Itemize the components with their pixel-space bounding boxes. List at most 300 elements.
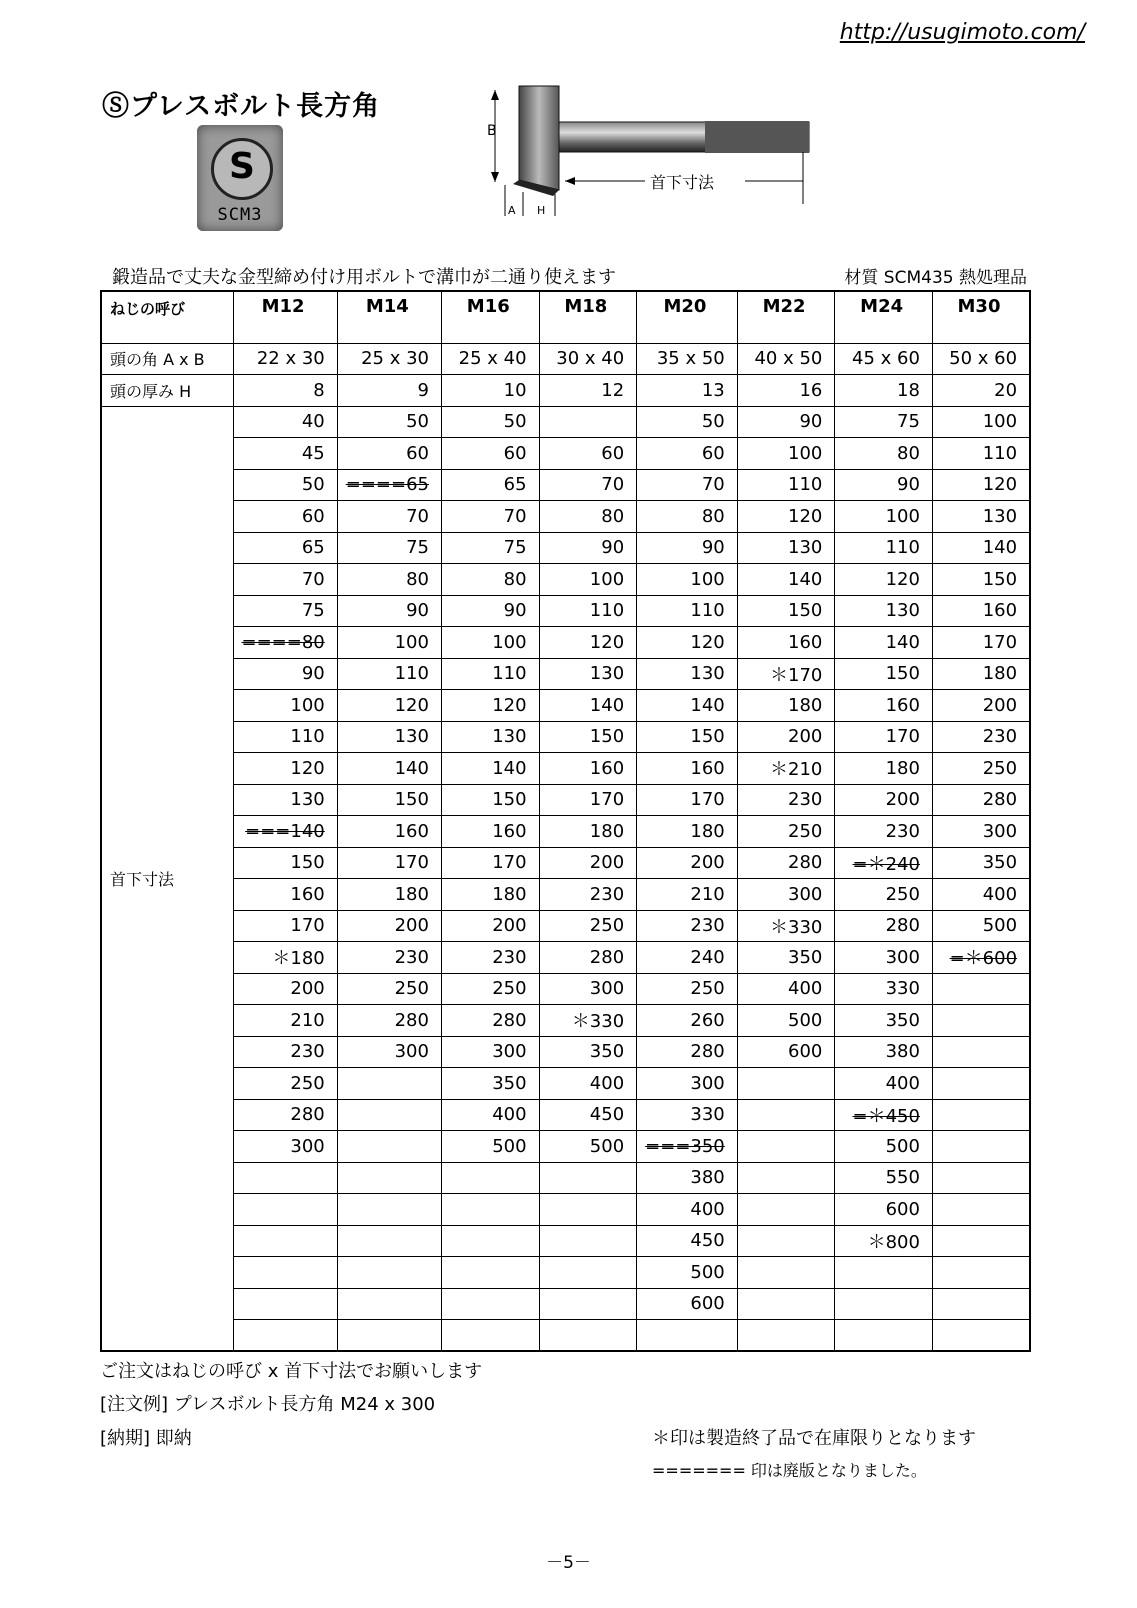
table-cell xyxy=(932,1257,1030,1289)
head-size-cell: 22 x 30 xyxy=(233,343,337,375)
table-cell xyxy=(637,1320,738,1352)
size-header: M24 xyxy=(835,291,933,343)
table-cell: 210 xyxy=(233,1005,337,1037)
table-cell: 350 xyxy=(932,847,1030,879)
table-row xyxy=(101,910,1030,942)
table-cell: 75 xyxy=(835,406,933,438)
table-cell: 100 xyxy=(441,627,539,659)
head-size-row xyxy=(101,343,1030,375)
table-cell: 160 xyxy=(932,595,1030,627)
table-cell: ＊170 xyxy=(737,658,835,690)
table-cell: 400 xyxy=(932,879,1030,911)
table-cell: 500 xyxy=(637,1257,738,1289)
table-row xyxy=(101,1162,1030,1194)
table-cell xyxy=(337,1099,441,1131)
table-cell: ＊210 xyxy=(737,753,835,785)
table-cell: 90 xyxy=(835,469,933,501)
table-cell: 90 xyxy=(441,595,539,627)
table-cell: 150 xyxy=(539,721,637,753)
table-cell: 130 xyxy=(337,721,441,753)
head-size-cell: 45 x 60 xyxy=(835,343,933,375)
table-cell: 150 xyxy=(337,784,441,816)
table-cell: 280 xyxy=(932,784,1030,816)
table-cell: ====80 xyxy=(233,627,337,659)
table-cell: 70 xyxy=(441,501,539,533)
thickness-cell: 12 xyxy=(539,375,637,407)
table-cell: 60 xyxy=(337,438,441,470)
s-logo-icon: S xyxy=(211,138,273,200)
table-cell: 100 xyxy=(337,627,441,659)
size-header: M20 xyxy=(637,291,738,343)
table-cell xyxy=(932,1036,1030,1068)
table-cell: 200 xyxy=(932,690,1030,722)
table-row xyxy=(101,532,1030,564)
table-cell xyxy=(441,1320,539,1352)
table-cell: 50 xyxy=(337,406,441,438)
table-cell xyxy=(932,1131,1030,1163)
table-cell: 75 xyxy=(441,532,539,564)
table-cell: 260 xyxy=(637,1005,738,1037)
table-row xyxy=(101,721,1030,753)
table-cell: 350 xyxy=(441,1068,539,1100)
table-cell: 140 xyxy=(835,627,933,659)
table-cell: 280 xyxy=(637,1036,738,1068)
head-size-cell: 25 x 30 xyxy=(337,343,441,375)
table-cell: 160 xyxy=(337,816,441,848)
table-cell xyxy=(337,1194,441,1226)
table-cell: ＊330 xyxy=(737,910,835,942)
size-header: M14 xyxy=(337,291,441,343)
table-cell: 130 xyxy=(539,658,637,690)
table-cell: 230 xyxy=(932,721,1030,753)
table-cell: 300 xyxy=(637,1068,738,1100)
table-cell: 200 xyxy=(233,973,337,1005)
table-row xyxy=(101,1288,1030,1320)
table-cell xyxy=(932,1225,1030,1257)
table-cell xyxy=(835,1257,933,1289)
table-cell: 280 xyxy=(441,1005,539,1037)
neck-length-label: 首下寸法 xyxy=(101,406,233,1351)
table-cell: 170 xyxy=(637,784,738,816)
size-header: M16 xyxy=(441,291,539,343)
table-cell: 230 xyxy=(737,784,835,816)
thickness-label: 頭の厚み H xyxy=(101,375,233,407)
table-cell: 250 xyxy=(737,816,835,848)
order-note: ご注文はねじの呼び x 首下寸法でお願いします xyxy=(100,1361,483,1382)
table-cell: 280 xyxy=(539,942,637,974)
discontinued-note: ======= 印は廃版となりました。 xyxy=(652,1461,927,1480)
table-row xyxy=(101,1194,1030,1226)
table-cell: ＊180 xyxy=(233,942,337,974)
table-cell: 400 xyxy=(441,1099,539,1131)
table-cell: 140 xyxy=(637,690,738,722)
table-cell xyxy=(737,1288,835,1320)
table-cell xyxy=(337,1162,441,1194)
table-cell: 130 xyxy=(441,721,539,753)
table-cell: 230 xyxy=(337,942,441,974)
thickness-row xyxy=(101,375,1030,407)
table-cell: 70 xyxy=(337,501,441,533)
table-cell: 170 xyxy=(233,910,337,942)
table-cell: 280 xyxy=(337,1005,441,1037)
table-cell xyxy=(737,1257,835,1289)
table-cell xyxy=(737,1225,835,1257)
thickness-cell: 9 xyxy=(337,375,441,407)
table-cell: 140 xyxy=(441,753,539,785)
table-cell: 280 xyxy=(233,1099,337,1131)
table-cell: 160 xyxy=(835,690,933,722)
table-cell: 230 xyxy=(539,879,637,911)
table-cell: 180 xyxy=(539,816,637,848)
table-cell: 140 xyxy=(337,753,441,785)
table-cell: 120 xyxy=(539,627,637,659)
delivery-note: [納期] 即納 xyxy=(100,1428,192,1449)
scm3-stamp-image xyxy=(197,125,283,231)
thickness-cell: 13 xyxy=(637,375,738,407)
table-cell: ＊330 xyxy=(539,1005,637,1037)
table-cell: 500 xyxy=(932,910,1030,942)
table-cell: 250 xyxy=(337,973,441,1005)
table-cell xyxy=(441,1257,539,1289)
table-cell: 110 xyxy=(441,658,539,690)
table-cell: 400 xyxy=(737,973,835,1005)
table-row xyxy=(101,942,1030,974)
label-b: B xyxy=(487,123,497,139)
head-size-cell: 50 x 60 xyxy=(932,343,1030,375)
table-cell: 65 xyxy=(233,532,337,564)
table-cell xyxy=(233,1320,337,1352)
table-cell xyxy=(932,1194,1030,1226)
head-size-cell: 30 x 40 xyxy=(539,343,637,375)
table-cell: 120 xyxy=(835,564,933,596)
table-cell: 300 xyxy=(441,1036,539,1068)
table-cell xyxy=(233,1225,337,1257)
page-number: －5－ xyxy=(546,1553,591,1573)
table-cell: 110 xyxy=(233,721,337,753)
thickness-cell: 8 xyxy=(233,375,337,407)
material-note: 材質 SCM435 熱処理品 xyxy=(844,268,1027,288)
table-cell: 110 xyxy=(737,469,835,501)
table-cell xyxy=(932,1288,1030,1320)
table-cell xyxy=(337,1068,441,1100)
table-cell: 140 xyxy=(932,532,1030,564)
table-cell: 180 xyxy=(637,816,738,848)
table-row xyxy=(101,438,1030,470)
table-cell: 200 xyxy=(539,847,637,879)
table-cell: 100 xyxy=(233,690,337,722)
table-cell: 200 xyxy=(737,721,835,753)
table-row xyxy=(101,973,1030,1005)
table-cell: 160 xyxy=(637,753,738,785)
table-cell: 300 xyxy=(233,1131,337,1163)
size-header: M18 xyxy=(539,291,637,343)
table-cell: =＊450 xyxy=(835,1099,933,1131)
table-row xyxy=(101,753,1030,785)
table-cell: 380 xyxy=(835,1036,933,1068)
table-cell: 160 xyxy=(737,627,835,659)
table-cell xyxy=(737,1099,835,1131)
table-cell: 160 xyxy=(539,753,637,785)
table-cell: 380 xyxy=(637,1162,738,1194)
table-cell: 80 xyxy=(337,564,441,596)
table-cell: 330 xyxy=(637,1099,738,1131)
table-cell xyxy=(932,1005,1030,1037)
table-cell: 110 xyxy=(539,595,637,627)
head-size-cell: 25 x 40 xyxy=(441,343,539,375)
table-cell xyxy=(441,1162,539,1194)
table-cell xyxy=(337,1288,441,1320)
table-row xyxy=(101,1036,1030,1068)
table-row xyxy=(101,879,1030,911)
table-cell xyxy=(539,406,637,438)
table-cell: 180 xyxy=(932,658,1030,690)
table-cell: 300 xyxy=(737,879,835,911)
table-row xyxy=(101,1099,1030,1131)
table-cell xyxy=(932,1068,1030,1100)
table-cell xyxy=(233,1257,337,1289)
table-cell: 150 xyxy=(835,658,933,690)
table-cell: 90 xyxy=(337,595,441,627)
neck-length-label: 首下寸法 xyxy=(650,173,715,192)
table-cell: 90 xyxy=(233,658,337,690)
table-row xyxy=(101,784,1030,816)
table-cell: 350 xyxy=(835,1005,933,1037)
table-cell: 50 xyxy=(637,406,738,438)
table-cell: 500 xyxy=(835,1131,933,1163)
bolt-size-table xyxy=(100,290,1031,1352)
table-cell: 100 xyxy=(932,406,1030,438)
table-cell: 200 xyxy=(835,784,933,816)
table-cell xyxy=(932,1162,1030,1194)
table-cell: 300 xyxy=(337,1036,441,1068)
table-cell: 120 xyxy=(441,690,539,722)
table-cell xyxy=(737,1162,835,1194)
table-cell: 120 xyxy=(233,753,337,785)
asterisk-note: ＊印は製造終了品で在庫限りとなります xyxy=(652,1428,976,1449)
table-cell: 350 xyxy=(737,942,835,974)
table-cell: 110 xyxy=(932,438,1030,470)
table-cell: 500 xyxy=(441,1131,539,1163)
table-cell: 60 xyxy=(441,438,539,470)
table-cell: 90 xyxy=(539,532,637,564)
table-cell: 600 xyxy=(637,1288,738,1320)
table-cell: ===140 xyxy=(233,816,337,848)
table-cell: 80 xyxy=(539,501,637,533)
table-cell: 210 xyxy=(637,879,738,911)
table-cell: 200 xyxy=(337,910,441,942)
table-cell xyxy=(539,1257,637,1289)
table-cell: 100 xyxy=(637,564,738,596)
table-cell xyxy=(539,1194,637,1226)
table-cell: 250 xyxy=(835,879,933,911)
thickness-cell: 16 xyxy=(737,375,835,407)
table-cell: 130 xyxy=(233,784,337,816)
table-cell: 400 xyxy=(637,1194,738,1226)
table-cell: 180 xyxy=(737,690,835,722)
table-cell: 70 xyxy=(539,469,637,501)
table-cell: 300 xyxy=(932,816,1030,848)
table-cell xyxy=(441,1194,539,1226)
table-cell: 600 xyxy=(737,1036,835,1068)
table-cell: 600 xyxy=(835,1194,933,1226)
table-cell: 400 xyxy=(835,1068,933,1100)
table-cell: 120 xyxy=(737,501,835,533)
table-cell: 100 xyxy=(737,438,835,470)
table-row xyxy=(101,627,1030,659)
table-cell xyxy=(932,1099,1030,1131)
table-cell xyxy=(737,1068,835,1100)
table-cell: 400 xyxy=(539,1068,637,1100)
table-row xyxy=(101,1225,1030,1257)
table-cell: 300 xyxy=(539,973,637,1005)
table-cell: ＊800 xyxy=(835,1225,933,1257)
table-cell: 180 xyxy=(337,879,441,911)
table-cell: 500 xyxy=(539,1131,637,1163)
table-cell: 75 xyxy=(233,595,337,627)
table-cell: 170 xyxy=(337,847,441,879)
head-size-label: 頭の角 A x B xyxy=(101,343,233,375)
svg-text:A: A xyxy=(508,204,516,217)
table-cell xyxy=(539,1225,637,1257)
thickness-cell: 10 xyxy=(441,375,539,407)
table-cell: 450 xyxy=(539,1099,637,1131)
table-row xyxy=(101,690,1030,722)
table-cell: 90 xyxy=(737,406,835,438)
table-cell: 230 xyxy=(637,910,738,942)
svg-text:H: H xyxy=(537,204,546,217)
table-cell: 240 xyxy=(637,942,738,974)
table-cell: 140 xyxy=(737,564,835,596)
table-cell: 450 xyxy=(637,1225,738,1257)
table-cell xyxy=(233,1288,337,1320)
table-cell: 140 xyxy=(539,690,637,722)
table-cell: 170 xyxy=(835,721,933,753)
table-cell: 130 xyxy=(637,658,738,690)
table-row xyxy=(101,406,1030,438)
table-cell: 180 xyxy=(441,879,539,911)
site-url-link[interactable]: http://usugimoto.com/ xyxy=(839,20,1085,45)
table-cell xyxy=(835,1320,933,1352)
table-cell: =＊600 xyxy=(932,942,1030,974)
head-size-cell: 35 x 50 xyxy=(637,343,738,375)
table-cell: 250 xyxy=(233,1068,337,1100)
table-row xyxy=(101,1005,1030,1037)
table-cell: 80 xyxy=(835,438,933,470)
table-cell: 350 xyxy=(539,1036,637,1068)
table-cell: 110 xyxy=(337,658,441,690)
table-cell: 45 xyxy=(233,438,337,470)
table-cell xyxy=(337,1131,441,1163)
table-cell: 170 xyxy=(539,784,637,816)
table-row xyxy=(101,501,1030,533)
table-cell xyxy=(737,1320,835,1352)
table-cell xyxy=(539,1288,637,1320)
thread-pattern xyxy=(705,121,809,153)
table-cell: 160 xyxy=(233,879,337,911)
table-cell xyxy=(932,973,1030,1005)
table-row xyxy=(101,1320,1030,1352)
table-cell: 90 xyxy=(637,532,738,564)
table-cell xyxy=(539,1320,637,1352)
table-cell: 150 xyxy=(233,847,337,879)
table-cell: 130 xyxy=(737,532,835,564)
table-cell xyxy=(539,1162,637,1194)
table-cell: 70 xyxy=(233,564,337,596)
table-cell xyxy=(337,1225,441,1257)
table-cell xyxy=(337,1257,441,1289)
table-cell: 60 xyxy=(637,438,738,470)
table-cell: 280 xyxy=(835,910,933,942)
table-cell: 180 xyxy=(835,753,933,785)
table-cell: 250 xyxy=(539,910,637,942)
bolt-diagram xyxy=(487,80,845,230)
table-cell: 150 xyxy=(637,721,738,753)
table-cell: 150 xyxy=(737,595,835,627)
table-cell: 280 xyxy=(737,847,835,879)
table-cell: 100 xyxy=(539,564,637,596)
table-cell: 40 xyxy=(233,406,337,438)
table-cell: 110 xyxy=(835,532,933,564)
table-row xyxy=(101,1068,1030,1100)
table-cell xyxy=(737,1131,835,1163)
table-cell xyxy=(233,1162,337,1194)
table-cell: 160 xyxy=(441,816,539,848)
table-cell xyxy=(337,1320,441,1352)
table-cell: =＊240 xyxy=(835,847,933,879)
table-cell: 80 xyxy=(441,564,539,596)
thickness-cell: 20 xyxy=(932,375,1030,407)
table-cell: 150 xyxy=(441,784,539,816)
table-cell: 550 xyxy=(835,1162,933,1194)
table-row xyxy=(101,1131,1030,1163)
table-cell: 75 xyxy=(337,532,441,564)
table-cell: 230 xyxy=(835,816,933,848)
table-row xyxy=(101,469,1030,501)
table-cell: 250 xyxy=(932,753,1030,785)
page-title: Ⓢプレスボルト長方角 xyxy=(102,91,381,122)
table-row xyxy=(101,658,1030,690)
table-cell: 130 xyxy=(835,595,933,627)
table-row xyxy=(101,1257,1030,1289)
table-cell: 50 xyxy=(233,469,337,501)
table-cell xyxy=(441,1225,539,1257)
table-cell xyxy=(737,1194,835,1226)
table-cell: 200 xyxy=(441,910,539,942)
table-cell: 250 xyxy=(637,973,738,1005)
table-cell: 70 xyxy=(637,469,738,501)
table-cell: 100 xyxy=(835,501,933,533)
table-cell: 60 xyxy=(539,438,637,470)
table-cell: 130 xyxy=(932,501,1030,533)
table-cell: 200 xyxy=(637,847,738,879)
table-cell xyxy=(932,1320,1030,1352)
table-cell: 120 xyxy=(932,469,1030,501)
table-cell: 60 xyxy=(233,501,337,533)
head-size-cell: 40 x 50 xyxy=(737,343,835,375)
size-header: M12 xyxy=(233,291,337,343)
order-example: [注文例] プレスボルト長方角 M24 x 300 xyxy=(100,1394,436,1415)
stamp-mark: SCM3 xyxy=(217,205,263,225)
table-cell: 150 xyxy=(932,564,1030,596)
thickness-cell: 18 xyxy=(835,375,933,407)
description: 鍛造品で丈夫な金型締め付け用ボルトで溝巾が二通り使えます xyxy=(112,267,616,288)
table-row xyxy=(101,595,1030,627)
table-row xyxy=(101,847,1030,879)
table-cell: ====65 xyxy=(337,469,441,501)
table-cell: 50 xyxy=(441,406,539,438)
table-cell xyxy=(835,1288,933,1320)
table-row xyxy=(101,564,1030,596)
